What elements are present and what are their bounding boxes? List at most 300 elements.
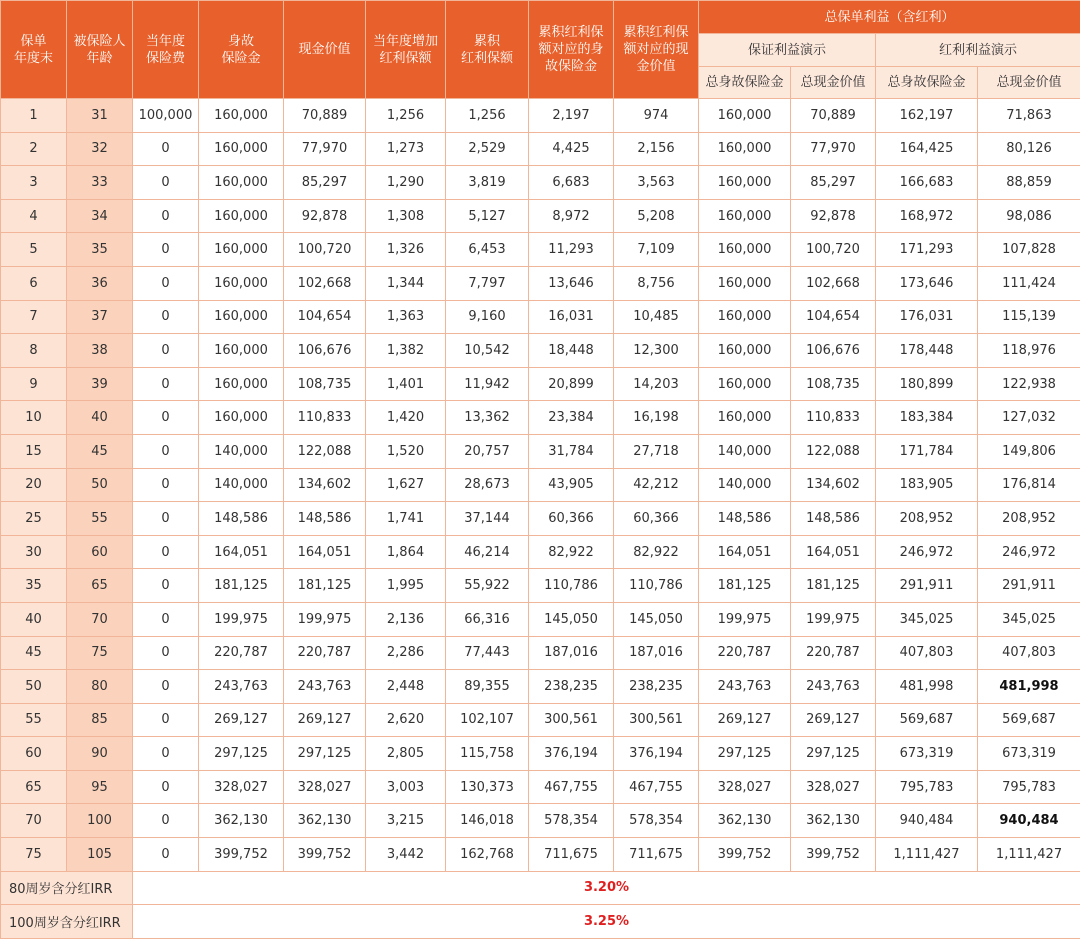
cell-guaranteed-death: 164,051 <box>699 535 791 569</box>
cell-cum-bonus-cash: 578,354 <box>614 804 699 838</box>
table-row <box>1 266 1080 300</box>
cell-age: 39 <box>67 367 133 401</box>
cell-age: 105 <box>67 838 133 872</box>
cell-cum-bonus-death: 23,384 <box>529 401 614 435</box>
cell-cash-value: 164,051 <box>284 535 366 569</box>
cell-dividend-cash: 176,814 <box>978 468 1080 502</box>
cell-guaranteed-death: 160,000 <box>699 199 791 233</box>
cell-cash-value: 77,970 <box>284 132 366 166</box>
cell-cum-bonus: 1,256 <box>446 99 529 133</box>
cell-age: 38 <box>67 334 133 368</box>
cell-cum-bonus: 7,797 <box>446 266 529 300</box>
cell-cum-bonus-cash: 27,718 <box>614 434 699 468</box>
cell-dividend-death: 178,448 <box>876 334 978 368</box>
cell-year: 25 <box>1 502 67 536</box>
irr-section <box>1 871 1080 938</box>
cell-premium: 0 <box>133 804 199 838</box>
cell-age: 95 <box>67 770 133 804</box>
cell-cum-bonus-death: 60,366 <box>529 502 614 536</box>
cell-death-benefit: 160,000 <box>199 300 284 334</box>
cell-dividend-cash: 98,086 <box>978 199 1080 233</box>
cell-cum-bonus: 10,542 <box>446 334 529 368</box>
cell-guaranteed-death: 199,975 <box>699 602 791 636</box>
cell-dividend-death: 168,972 <box>876 199 978 233</box>
table-row <box>1 367 1080 401</box>
cell-guaranteed-cash: 199,975 <box>791 602 876 636</box>
cell-cash-value: 102,668 <box>284 266 366 300</box>
table-body <box>1 99 1080 872</box>
cell-premium: 0 <box>133 535 199 569</box>
cell-premium: 100,000 <box>133 99 199 133</box>
cell-annual-bonus: 1,420 <box>366 401 446 435</box>
header-total-group: 总保单利益（含红利） <box>699 1 1080 34</box>
cell-cum-bonus: 37,144 <box>446 502 529 536</box>
cell-death-benefit: 399,752 <box>199 838 284 872</box>
cell-guaranteed-cash: 106,676 <box>791 334 876 368</box>
cell-dividend-death: 171,784 <box>876 434 978 468</box>
cell-premium: 0 <box>133 233 199 267</box>
cell-premium: 0 <box>133 334 199 368</box>
cell-age: 55 <box>67 502 133 536</box>
cell-death-benefit: 148,586 <box>199 502 284 536</box>
cell-guaranteed-death: 160,000 <box>699 132 791 166</box>
cell-age: 60 <box>67 535 133 569</box>
cell-dividend-cash: 80,126 <box>978 132 1080 166</box>
cell-annual-bonus: 1,273 <box>366 132 446 166</box>
table-row <box>1 401 1080 435</box>
cell-age: 45 <box>67 434 133 468</box>
cell-cash-value: 85,297 <box>284 166 366 200</box>
header-premium: 当年度 保险费 <box>133 1 199 99</box>
cell-cash-value: 108,735 <box>284 367 366 401</box>
cell-cash-value: 122,088 <box>284 434 366 468</box>
cell-cash-value: 199,975 <box>284 602 366 636</box>
cell-year: 50 <box>1 670 67 704</box>
cell-year: 60 <box>1 737 67 771</box>
cell-death-benefit: 160,000 <box>199 367 284 401</box>
cell-year: 65 <box>1 770 67 804</box>
header-dividend-cash: 总现金价值 <box>978 67 1080 99</box>
header-year: 保单 年度末 <box>1 1 67 99</box>
cell-annual-bonus: 1,290 <box>366 166 446 200</box>
cell-cum-bonus-cash: 82,922 <box>614 535 699 569</box>
cell-death-benefit: 269,127 <box>199 703 284 737</box>
cell-cum-bonus-cash: 376,194 <box>614 737 699 771</box>
header-cash-value: 现金价值 <box>284 1 366 99</box>
cell-age: 65 <box>67 569 133 603</box>
cell-cum-bonus: 77,443 <box>446 636 529 670</box>
cell-guaranteed-cash: 297,125 <box>791 737 876 771</box>
cell-dividend-death: 162,197 <box>876 99 978 133</box>
cell-dividend-cash: 673,319 <box>978 737 1080 771</box>
cell-guaranteed-death: 328,027 <box>699 770 791 804</box>
cell-dividend-death: 176,031 <box>876 300 978 334</box>
table-row <box>1 334 1080 368</box>
cell-cum-bonus-death: 20,899 <box>529 367 614 401</box>
cell-cum-bonus-cash: 145,050 <box>614 602 699 636</box>
cell-death-benefit: 160,000 <box>199 266 284 300</box>
cell-annual-bonus: 1,995 <box>366 569 446 603</box>
cell-guaranteed-cash: 104,654 <box>791 300 876 334</box>
cell-cash-value: 297,125 <box>284 737 366 771</box>
cell-dividend-death: 183,384 <box>876 401 978 435</box>
cell-cum-bonus: 11,942 <box>446 367 529 401</box>
cell-dividend-cash: 149,806 <box>978 434 1080 468</box>
table-row <box>1 166 1080 200</box>
cell-annual-bonus: 1,520 <box>366 434 446 468</box>
table-row <box>1 670 1080 704</box>
cell-cash-value: 328,027 <box>284 770 366 804</box>
cell-guaranteed-death: 160,000 <box>699 233 791 267</box>
irr-value: 3.25% <box>133 905 1080 939</box>
cell-cash-value: 243,763 <box>284 670 366 704</box>
cell-age: 36 <box>67 266 133 300</box>
cell-cum-bonus-cash: 2,156 <box>614 132 699 166</box>
cell-guaranteed-death: 160,000 <box>699 166 791 200</box>
irr-row <box>1 871 1080 905</box>
cell-year: 4 <box>1 199 67 233</box>
cell-cum-bonus-death: 2,197 <box>529 99 614 133</box>
cell-cash-value: 269,127 <box>284 703 366 737</box>
cell-cum-bonus-death: 187,016 <box>529 636 614 670</box>
header-cum-bonus: 累积 红利保额 <box>446 1 529 99</box>
cell-cum-bonus: 115,758 <box>446 737 529 771</box>
cell-cum-bonus-cash: 5,208 <box>614 199 699 233</box>
cell-annual-bonus: 2,448 <box>366 670 446 704</box>
table-row <box>1 636 1080 670</box>
cell-death-benefit: 297,125 <box>199 737 284 771</box>
cell-dividend-cash: 111,424 <box>978 266 1080 300</box>
cell-death-benefit: 243,763 <box>199 670 284 704</box>
header-guaranteed-death: 总身故保险金 <box>699 67 791 99</box>
cell-dividend-death: 345,025 <box>876 602 978 636</box>
cell-guaranteed-cash: 100,720 <box>791 233 876 267</box>
header-age: 被保险人 年龄 <box>67 1 133 99</box>
header-cum-bonus-death: 累积红利保 额对应的身 故保险金 <box>529 1 614 99</box>
cell-dividend-death: 795,783 <box>876 770 978 804</box>
cell-dividend-death: 173,646 <box>876 266 978 300</box>
cell-age: 85 <box>67 703 133 737</box>
cell-cum-bonus: 13,362 <box>446 401 529 435</box>
cell-cum-bonus-death: 578,354 <box>529 804 614 838</box>
irr-row <box>1 905 1080 939</box>
cell-guaranteed-cash: 362,130 <box>791 804 876 838</box>
cell-dividend-death: 183,905 <box>876 468 978 502</box>
cell-guaranteed-cash: 243,763 <box>791 670 876 704</box>
cell-annual-bonus: 3,442 <box>366 838 446 872</box>
cell-age: 90 <box>67 737 133 771</box>
cell-year: 70 <box>1 804 67 838</box>
cell-age: 100 <box>67 804 133 838</box>
cell-annual-bonus: 3,003 <box>366 770 446 804</box>
cell-cum-bonus-cash: 3,563 <box>614 166 699 200</box>
cell-year: 40 <box>1 602 67 636</box>
cell-cum-bonus: 130,373 <box>446 770 529 804</box>
cell-guaranteed-death: 160,000 <box>699 99 791 133</box>
cell-annual-bonus: 1,344 <box>366 266 446 300</box>
cell-death-benefit: 140,000 <box>199 468 284 502</box>
cell-cum-bonus-cash: 14,203 <box>614 367 699 401</box>
cell-age: 80 <box>67 670 133 704</box>
cell-year: 2 <box>1 132 67 166</box>
cell-age: 37 <box>67 300 133 334</box>
cell-cum-bonus-cash: 187,016 <box>614 636 699 670</box>
cell-cum-bonus-cash: 974 <box>614 99 699 133</box>
cell-cum-bonus: 6,453 <box>446 233 529 267</box>
cell-premium: 0 <box>133 199 199 233</box>
cell-age: 35 <box>67 233 133 267</box>
cell-guaranteed-death: 148,586 <box>699 502 791 536</box>
cell-age: 32 <box>67 132 133 166</box>
cell-annual-bonus: 2,136 <box>366 602 446 636</box>
cell-guaranteed-death: 160,000 <box>699 401 791 435</box>
table-row <box>1 703 1080 737</box>
cell-dividend-cash: 569,687 <box>978 703 1080 737</box>
cell-cash-value: 181,125 <box>284 569 366 603</box>
cell-dividend-cash: 115,139 <box>978 300 1080 334</box>
cell-cash-value: 134,602 <box>284 468 366 502</box>
cell-premium: 0 <box>133 132 199 166</box>
cell-dividend-death: 1,111,427 <box>876 838 978 872</box>
table-row <box>1 804 1080 838</box>
cell-cum-bonus-cash: 110,786 <box>614 569 699 603</box>
cell-dividend-death: 171,293 <box>876 233 978 267</box>
table-row <box>1 535 1080 569</box>
cell-cum-bonus: 55,922 <box>446 569 529 603</box>
header-guaranteed-group: 保证利益演示 <box>699 34 876 67</box>
cell-premium: 0 <box>133 166 199 200</box>
table-row <box>1 233 1080 267</box>
cell-cum-bonus-death: 43,905 <box>529 468 614 502</box>
cell-guaranteed-cash: 102,668 <box>791 266 876 300</box>
cell-annual-bonus: 1,401 <box>366 367 446 401</box>
cell-annual-bonus: 1,741 <box>366 502 446 536</box>
table-row <box>1 838 1080 872</box>
cell-dividend-death: 481,998 <box>876 670 978 704</box>
cell-premium: 0 <box>133 300 199 334</box>
cell-cum-bonus-cash: 467,755 <box>614 770 699 804</box>
cell-cum-bonus-death: 238,235 <box>529 670 614 704</box>
cell-year: 3 <box>1 166 67 200</box>
cell-dividend-cash: 940,484 <box>978 804 1080 838</box>
cell-year: 35 <box>1 569 67 603</box>
cell-premium: 0 <box>133 468 199 502</box>
cell-dividend-cash: 107,828 <box>978 233 1080 267</box>
cell-cash-value: 104,654 <box>284 300 366 334</box>
cell-year: 55 <box>1 703 67 737</box>
cell-cum-bonus-cash: 7,109 <box>614 233 699 267</box>
cell-premium: 0 <box>133 602 199 636</box>
cell-cum-bonus: 20,757 <box>446 434 529 468</box>
cell-dividend-death: 166,683 <box>876 166 978 200</box>
header-cum-bonus-cash: 累积红利保 额对应的现 金价值 <box>614 1 699 99</box>
cell-dividend-cash: 122,938 <box>978 367 1080 401</box>
cell-cum-bonus-death: 6,683 <box>529 166 614 200</box>
cell-cum-bonus-death: 13,646 <box>529 266 614 300</box>
cell-cum-bonus-death: 145,050 <box>529 602 614 636</box>
cell-death-benefit: 164,051 <box>199 535 284 569</box>
cell-premium: 0 <box>133 737 199 771</box>
cell-cum-bonus-death: 82,922 <box>529 535 614 569</box>
cell-premium: 0 <box>133 838 199 872</box>
cell-dividend-death: 291,911 <box>876 569 978 603</box>
cell-age: 34 <box>67 199 133 233</box>
cell-death-benefit: 160,000 <box>199 99 284 133</box>
cell-cum-bonus-death: 110,786 <box>529 569 614 603</box>
header-annual-bonus: 当年度增加 红利保额 <box>366 1 446 99</box>
cell-dividend-death: 208,952 <box>876 502 978 536</box>
cell-year: 30 <box>1 535 67 569</box>
cell-cash-value: 70,889 <box>284 99 366 133</box>
cell-annual-bonus: 2,620 <box>366 703 446 737</box>
cell-dividend-cash: 345,025 <box>978 602 1080 636</box>
irr-label: 100周岁含分红IRR <box>1 905 133 939</box>
cell-cum-bonus-death: 16,031 <box>529 300 614 334</box>
cell-annual-bonus: 1,864 <box>366 535 446 569</box>
cell-cum-bonus-cash: 42,212 <box>614 468 699 502</box>
cell-cash-value: 362,130 <box>284 804 366 838</box>
cell-cash-value: 106,676 <box>284 334 366 368</box>
cell-death-benefit: 160,000 <box>199 132 284 166</box>
cell-dividend-cash: 795,783 <box>978 770 1080 804</box>
cell-cum-bonus: 89,355 <box>446 670 529 704</box>
table-row <box>1 468 1080 502</box>
cell-year: 15 <box>1 434 67 468</box>
cell-annual-bonus: 1,627 <box>366 468 446 502</box>
cell-cum-bonus-death: 8,972 <box>529 199 614 233</box>
cell-premium: 0 <box>133 434 199 468</box>
cell-cash-value: 220,787 <box>284 636 366 670</box>
cell-annual-bonus: 1,363 <box>366 300 446 334</box>
irr-value: 3.20% <box>133 871 1080 905</box>
cell-dividend-cash: 118,976 <box>978 334 1080 368</box>
cell-death-benefit: 181,125 <box>199 569 284 603</box>
cell-death-benefit: 140,000 <box>199 434 284 468</box>
cell-premium: 0 <box>133 670 199 704</box>
cell-premium: 0 <box>133 770 199 804</box>
cell-guaranteed-cash: 220,787 <box>791 636 876 670</box>
cell-annual-bonus: 1,256 <box>366 99 446 133</box>
cell-guaranteed-cash: 108,735 <box>791 367 876 401</box>
cell-cum-bonus: 46,214 <box>446 535 529 569</box>
cell-year: 45 <box>1 636 67 670</box>
cell-year: 8 <box>1 334 67 368</box>
table-row <box>1 99 1080 133</box>
cell-year: 1 <box>1 99 67 133</box>
header-dividend-group: 红利利益演示 <box>876 34 1080 67</box>
cell-year: 20 <box>1 468 67 502</box>
cell-dividend-cash: 71,863 <box>978 99 1080 133</box>
cell-dividend-cash: 88,859 <box>978 166 1080 200</box>
cell-dividend-cash: 127,032 <box>978 401 1080 435</box>
cell-cum-bonus-cash: 300,561 <box>614 703 699 737</box>
cell-dividend-cash: 407,803 <box>978 636 1080 670</box>
cell-age: 31 <box>67 99 133 133</box>
cell-cum-bonus: 2,529 <box>446 132 529 166</box>
cell-cash-value: 148,586 <box>284 502 366 536</box>
cell-premium: 0 <box>133 367 199 401</box>
table-row <box>1 434 1080 468</box>
cell-cum-bonus-cash: 8,756 <box>614 266 699 300</box>
cell-guaranteed-death: 181,125 <box>699 569 791 603</box>
cell-guaranteed-cash: 269,127 <box>791 703 876 737</box>
cell-dividend-cash: 481,998 <box>978 670 1080 704</box>
header-dividend-death: 总身故保险金 <box>876 67 978 99</box>
cell-cum-bonus-death: 467,755 <box>529 770 614 804</box>
cell-age: 75 <box>67 636 133 670</box>
table-row <box>1 199 1080 233</box>
cell-premium: 0 <box>133 703 199 737</box>
cell-guaranteed-death: 220,787 <box>699 636 791 670</box>
cell-guaranteed-cash: 77,970 <box>791 132 876 166</box>
cell-death-benefit: 220,787 <box>199 636 284 670</box>
cell-premium: 0 <box>133 636 199 670</box>
cell-guaranteed-death: 297,125 <box>699 737 791 771</box>
cell-cum-bonus: 3,819 <box>446 166 529 200</box>
cell-annual-bonus: 2,805 <box>366 737 446 771</box>
table-row <box>1 737 1080 771</box>
table-row <box>1 770 1080 804</box>
cell-guaranteed-cash: 92,878 <box>791 199 876 233</box>
cell-premium: 0 <box>133 502 199 536</box>
cell-cum-bonus-cash: 12,300 <box>614 334 699 368</box>
cell-guaranteed-cash: 70,889 <box>791 99 876 133</box>
cell-dividend-death: 164,425 <box>876 132 978 166</box>
cell-dividend-cash: 1,111,427 <box>978 838 1080 872</box>
cell-death-benefit: 160,000 <box>199 334 284 368</box>
cell-death-benefit: 160,000 <box>199 401 284 435</box>
cell-guaranteed-death: 140,000 <box>699 434 791 468</box>
cell-cum-bonus: 66,316 <box>446 602 529 636</box>
cell-year: 10 <box>1 401 67 435</box>
table-row <box>1 300 1080 334</box>
cell-annual-bonus: 2,286 <box>366 636 446 670</box>
cell-cum-bonus-cash: 60,366 <box>614 502 699 536</box>
cell-dividend-death: 673,319 <box>876 737 978 771</box>
cell-death-benefit: 328,027 <box>199 770 284 804</box>
cell-annual-bonus: 1,382 <box>366 334 446 368</box>
cell-death-benefit: 160,000 <box>199 233 284 267</box>
cell-guaranteed-death: 160,000 <box>699 334 791 368</box>
cell-cum-bonus-cash: 10,485 <box>614 300 699 334</box>
cell-guaranteed-death: 362,130 <box>699 804 791 838</box>
cell-dividend-death: 569,687 <box>876 703 978 737</box>
cell-cum-bonus: 9,160 <box>446 300 529 334</box>
table-row <box>1 602 1080 636</box>
cell-dividend-death: 246,972 <box>876 535 978 569</box>
cell-premium: 0 <box>133 266 199 300</box>
cell-annual-bonus: 3,215 <box>366 804 446 838</box>
cell-premium: 0 <box>133 401 199 435</box>
cell-cum-bonus-death: 31,784 <box>529 434 614 468</box>
cell-cum-bonus-death: 711,675 <box>529 838 614 872</box>
cell-guaranteed-death: 160,000 <box>699 367 791 401</box>
cell-guaranteed-cash: 148,586 <box>791 502 876 536</box>
cell-cum-bonus: 146,018 <box>446 804 529 838</box>
table-row <box>1 132 1080 166</box>
cell-cum-bonus-death: 18,448 <box>529 334 614 368</box>
cell-death-benefit: 160,000 <box>199 166 284 200</box>
cell-cum-bonus: 28,673 <box>446 468 529 502</box>
cell-year: 6 <box>1 266 67 300</box>
irr-label: 80周岁含分红IRR <box>1 871 133 905</box>
cell-cash-value: 399,752 <box>284 838 366 872</box>
cell-dividend-death: 940,484 <box>876 804 978 838</box>
cell-annual-bonus: 1,326 <box>366 233 446 267</box>
cell-annual-bonus: 1,308 <box>366 199 446 233</box>
cell-guaranteed-cash: 134,602 <box>791 468 876 502</box>
cell-guaranteed-cash: 122,088 <box>791 434 876 468</box>
